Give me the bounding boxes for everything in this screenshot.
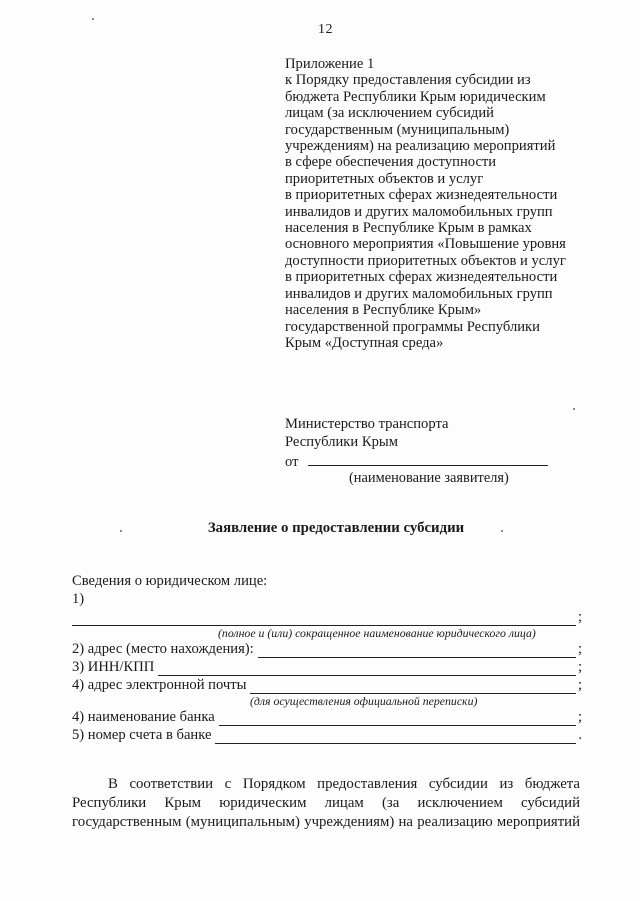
entity-name-note: (полное и (или) сокращенное наименование юридического лица) — [218, 626, 536, 640]
item2-end: ; — [577, 641, 582, 657]
addressee-region: Республики Крым — [285, 433, 398, 450]
item1-end: ; — [577, 609, 582, 625]
account-number-blank[interactable] — [215, 730, 576, 744]
item5-row — [72, 708, 582, 726]
body-line-1: В соответствии с Порядком предоставления субсидии из бюджета — [108, 776, 580, 792]
item4-row — [72, 676, 582, 694]
appendix-line: в приоритетных сферах жизнедеятельности — [285, 269, 558, 286]
appendix-line: государственным (муниципальным) — [285, 121, 510, 138]
applicant-name-blank[interactable] — [308, 451, 548, 466]
scan-speck — [92, 18, 94, 20]
appendix-line: доступности приоритетных объектов и услуг — [285, 252, 566, 269]
appendix-line: населения в Республике Крым в рамках — [285, 220, 532, 237]
item1-label: 1) — [72, 591, 85, 607]
inn-kpp-blank[interactable] — [158, 662, 576, 676]
bank-name-label: 4) наименование банка — [72, 709, 215, 725]
item4-end: ; — [577, 677, 582, 693]
from-label: от — [285, 454, 299, 470]
appendix-line: Приложение 1 — [285, 56, 375, 72]
appendix-line: инвалидов и других маломобильных групп — [285, 285, 553, 302]
body-paragraph — [72, 775, 580, 832]
appendix-line: лицам (за исключением субсидий — [285, 105, 494, 122]
item3-row — [72, 658, 582, 676]
addressee-block — [285, 416, 585, 472]
email-label: 4) адрес электронной почты — [72, 677, 247, 693]
appendix-line: в приоритетных сферах жизнедеятельности — [285, 187, 558, 204]
email-blank[interactable] — [250, 680, 576, 694]
appendix-line: к Порядку предоставления субсидии из — [285, 72, 531, 89]
scan-speck — [120, 530, 122, 532]
body-line-2: Республики Крым юридическим лицам (за исключением субсидий — [72, 795, 580, 811]
email-note: (для осуществления официальной переписки) — [250, 694, 478, 708]
appendix-header — [285, 56, 585, 351]
from-row — [285, 451, 585, 472]
item1-name-row — [72, 608, 582, 626]
appendix-line: бюджета Республики Крым юридическим — [285, 88, 546, 105]
legal-entity-form — [72, 572, 582, 744]
appendix-line: населения в Республике Крым» — [285, 302, 482, 319]
form-heading-row — [72, 572, 582, 590]
appendix-line: Крым «Доступная среда» — [285, 334, 444, 351]
scan-speck — [573, 408, 575, 410]
account-number-label: 5) номер счета в банке — [72, 727, 212, 743]
address-blank[interactable] — [258, 644, 576, 658]
item5-end: ; — [577, 709, 582, 725]
appendix-line: основного мероприятия «Повышение уровня — [285, 236, 566, 253]
applicant-caption: (наименование заявителя) — [349, 470, 509, 486]
entity-name-blank[interactable] — [72, 612, 576, 626]
addressee-ministry: Министерство транспорта — [285, 416, 449, 432]
appendix-line: инвалидов и других маломобильных групп — [285, 203, 553, 220]
body-line-3: государственным (муниципальным) учреждениям) на реализацию мероприятий — [72, 814, 580, 830]
document-title: Заявление о предоставлении субсидии — [207, 520, 465, 536]
appendix-line: приоритетных объектов и услуг — [285, 170, 484, 187]
appendix-line: учреждениям) на реализацию мероприятий — [285, 138, 556, 155]
inn-kpp-label: 3) ИНН/КПП — [72, 659, 155, 675]
item1-number-row — [72, 590, 582, 608]
item3-end: ; — [577, 659, 582, 675]
item6-end: . — [578, 727, 582, 743]
appendix-line: государственной программы Республики — [285, 318, 540, 335]
item2-row — [72, 640, 582, 658]
scan-speck — [501, 530, 503, 532]
item6-row — [72, 726, 582, 744]
appendix-line: в сфере обеспечения доступности — [285, 154, 497, 171]
address-label: 2) адрес (место нахождения): — [72, 641, 254, 657]
form-heading: Сведения о юридическом лице: — [72, 573, 268, 589]
bank-name-blank[interactable] — [219, 712, 576, 726]
page-number: 12 — [318, 22, 333, 37]
